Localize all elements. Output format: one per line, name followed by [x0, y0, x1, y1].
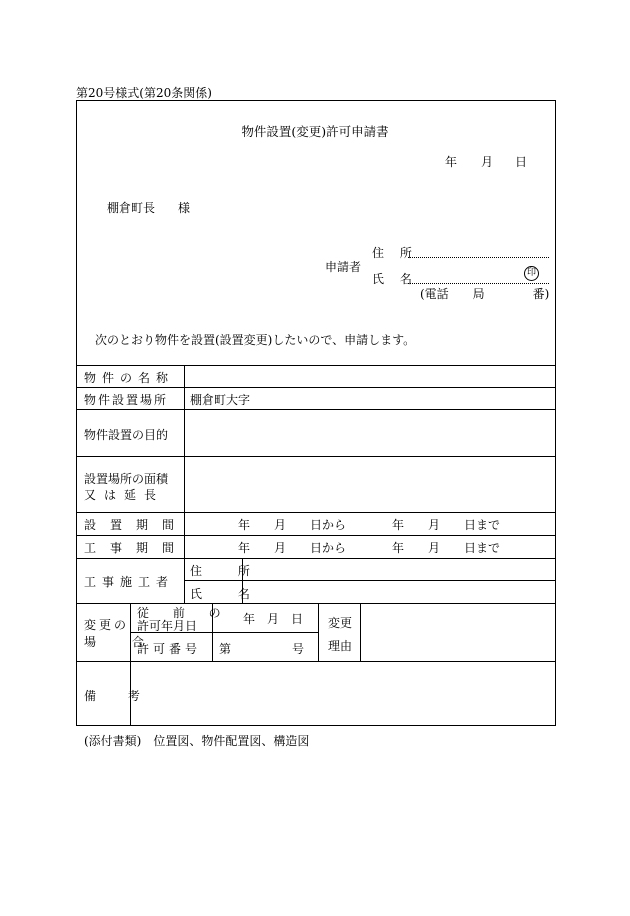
- applicant-name-label: 氏 名: [372, 272, 418, 286]
- form-title: 物件設置(変更)許可申請書: [241, 124, 389, 139]
- work-period-to[interactable]: 年 月 日まで: [392, 541, 501, 555]
- applicant-label: 申請者: [325, 260, 362, 274]
- row-divider: [76, 456, 556, 457]
- column-divider: [184, 365, 185, 603]
- form-number: 第20号様式(第20条関係): [76, 86, 212, 100]
- row-divider: [76, 387, 556, 388]
- previous-date-value[interactable]: 年 月 日: [243, 612, 304, 626]
- contractor-label: 工事施工者: [84, 575, 175, 589]
- location-value[interactable]: 棚倉町大字: [190, 393, 251, 407]
- attachments-note: (添付書類) 位置図、物件配置図、構造図: [84, 734, 310, 748]
- contractor-address-field[interactable]: [248, 561, 550, 577]
- change-case-label-line2: 場 合: [84, 635, 160, 649]
- change-case-label-line1: 変更の: [84, 618, 130, 632]
- column-divider: [318, 603, 319, 661]
- row-divider: [184, 580, 556, 581]
- column-divider: [130, 603, 131, 726]
- addressee-name: 棚倉町長: [107, 201, 156, 215]
- area-field[interactable]: [190, 460, 550, 508]
- area-label-line1: 設置場所の面積: [84, 472, 169, 486]
- setup-period-from[interactable]: 年 月 日から: [238, 518, 347, 532]
- area-label-line2: 又は延長: [84, 488, 165, 502]
- purpose-field[interactable]: [190, 414, 550, 452]
- change-reason-field[interactable]: [366, 607, 550, 657]
- row-divider: [76, 535, 556, 536]
- permit-number-prefix: 第: [219, 642, 232, 656]
- contractor-name-label: 氏 名: [190, 587, 266, 601]
- column-divider: [360, 603, 361, 661]
- permit-number-suffix: 号: [292, 642, 305, 656]
- statement: 次のとおり物件を設置(設置変更)したいので、申請します。: [95, 333, 416, 347]
- date-day: 日: [515, 155, 528, 169]
- date-month: 月: [481, 155, 494, 169]
- work-period-label: 工事期間: [84, 541, 189, 555]
- change-reason-label-line2: 理由: [328, 639, 353, 653]
- row-divider: [76, 409, 556, 410]
- permit-number-label: 許可番号: [137, 642, 202, 656]
- change-reason-label-line1: 変更: [328, 616, 353, 630]
- table-top-border: [76, 365, 556, 366]
- addressee-suffix: 様: [178, 201, 191, 215]
- applicant-phone: (電話 局 番): [420, 287, 550, 301]
- setup-period-label: 設置期間: [84, 518, 189, 532]
- seal-icon: 印: [524, 266, 539, 281]
- date-year: 年: [445, 155, 458, 169]
- applicant-name-line[interactable]: [408, 283, 549, 284]
- applicant-address-line[interactable]: [408, 257, 549, 258]
- object-name-label: 物件の名称: [84, 371, 175, 385]
- contractor-address-label: 住 所: [190, 564, 266, 578]
- row-divider: [76, 661, 556, 662]
- row-divider: [76, 512, 556, 513]
- purpose-label: 物件設置の目的: [84, 428, 169, 442]
- work-period-from[interactable]: 年 月 日から: [238, 541, 347, 555]
- object-name-field[interactable]: [190, 369, 550, 385]
- applicant-address-label: 住 所: [372, 246, 418, 260]
- row-divider: [76, 558, 556, 559]
- remarks-field[interactable]: [136, 666, 550, 722]
- remarks-label: 備 考: [84, 689, 154, 703]
- previous-date-label-line2: 許可年月日: [137, 619, 198, 633]
- contractor-name-field[interactable]: [248, 584, 550, 600]
- previous-date-label-line1: 従 前 の: [137, 606, 231, 620]
- setup-period-to[interactable]: 年 月 日まで: [392, 518, 501, 532]
- location-label: 物件設置場所: [84, 393, 169, 407]
